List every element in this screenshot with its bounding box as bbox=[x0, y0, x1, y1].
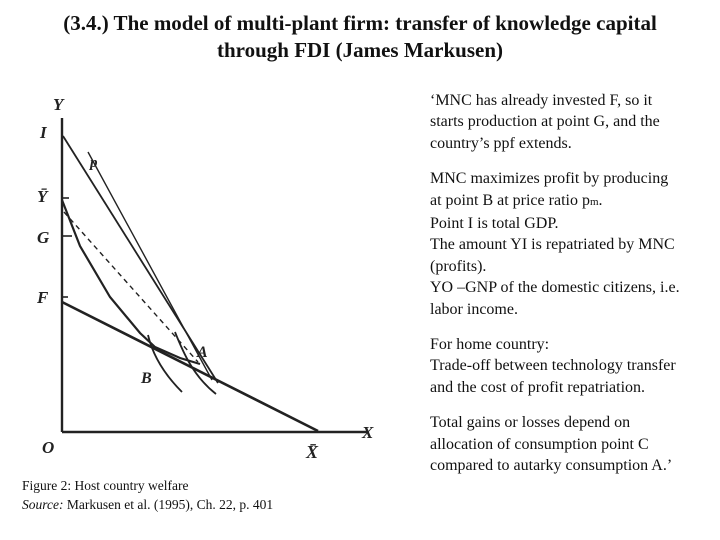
label-y-axis: Y bbox=[53, 95, 64, 114]
source-label: Source: bbox=[22, 497, 64, 512]
caption-title: Figure 2: Host country welfare bbox=[22, 478, 189, 493]
label-x-axis: X bbox=[362, 423, 374, 442]
text-line: and the cost of profit repatriation. bbox=[430, 378, 646, 396]
text-line: The amount YI is repatriated by MNC bbox=[430, 236, 675, 254]
price-ratio-end: . bbox=[598, 191, 603, 209]
explanation-text bbox=[430, 90, 715, 491]
text-line: For home country: bbox=[430, 336, 550, 354]
text-line: country’s ppf extends. bbox=[430, 134, 572, 152]
paragraph-investment bbox=[430, 90, 715, 154]
label-x-bar: X̄ bbox=[306, 442, 319, 462]
caption-source bbox=[22, 495, 273, 514]
label-origin: O bbox=[42, 438, 55, 457]
figure-caption bbox=[22, 476, 273, 514]
paragraph-gains bbox=[430, 412, 715, 476]
label-f: F bbox=[37, 288, 49, 307]
indifference-curve-b bbox=[148, 335, 182, 392]
text-line: MNC maximizes profit by producing bbox=[430, 170, 669, 188]
slide-title-line-1: (3.4.) The model of multi-plant firm: transfer of knowledge capital bbox=[63, 11, 657, 35]
budget-line-from-i bbox=[63, 136, 218, 383]
paragraph-home-country bbox=[430, 334, 715, 398]
source-text: Markusen et al. (1995), Ch. 22, p. 401 bbox=[63, 497, 274, 512]
text-line: starts production at point G, and the bbox=[430, 113, 660, 131]
label-i: I bbox=[40, 123, 47, 142]
text-line: Total gains or losses depend on bbox=[430, 414, 631, 432]
price-ratio-text: at point B at price ratio p bbox=[430, 191, 590, 209]
label-g: G bbox=[37, 228, 50, 247]
text-line: compared to autarky consumption A.’ bbox=[430, 457, 673, 475]
text-line: Trade-off between technology transfer bbox=[430, 357, 676, 375]
text-line: YO –GNP of the domestic citizens, i.e. bbox=[430, 279, 680, 297]
text-line-price-ratio bbox=[430, 190, 715, 213]
trade-line-f-to-x bbox=[62, 302, 318, 431]
label-b: B bbox=[141, 370, 152, 387]
text-line: (profits). bbox=[430, 257, 487, 275]
text-line: allocation of consumption point C bbox=[430, 435, 649, 453]
label-a: A bbox=[197, 344, 208, 361]
slide-title-line-2: through FDI (James Markusen) bbox=[216, 38, 504, 62]
ppf-curve bbox=[62, 200, 200, 364]
text-line: labor income. bbox=[430, 300, 518, 318]
text-line: ‘MNC has already invested F, so it bbox=[430, 92, 653, 109]
text-line: Point I is total GDP. bbox=[430, 215, 559, 233]
price-ratio-subscript: m bbox=[589, 195, 599, 208]
paragraph-profit bbox=[430, 168, 715, 320]
label-p: p bbox=[90, 155, 98, 171]
label-y-bar: Ȳ bbox=[37, 187, 48, 206]
